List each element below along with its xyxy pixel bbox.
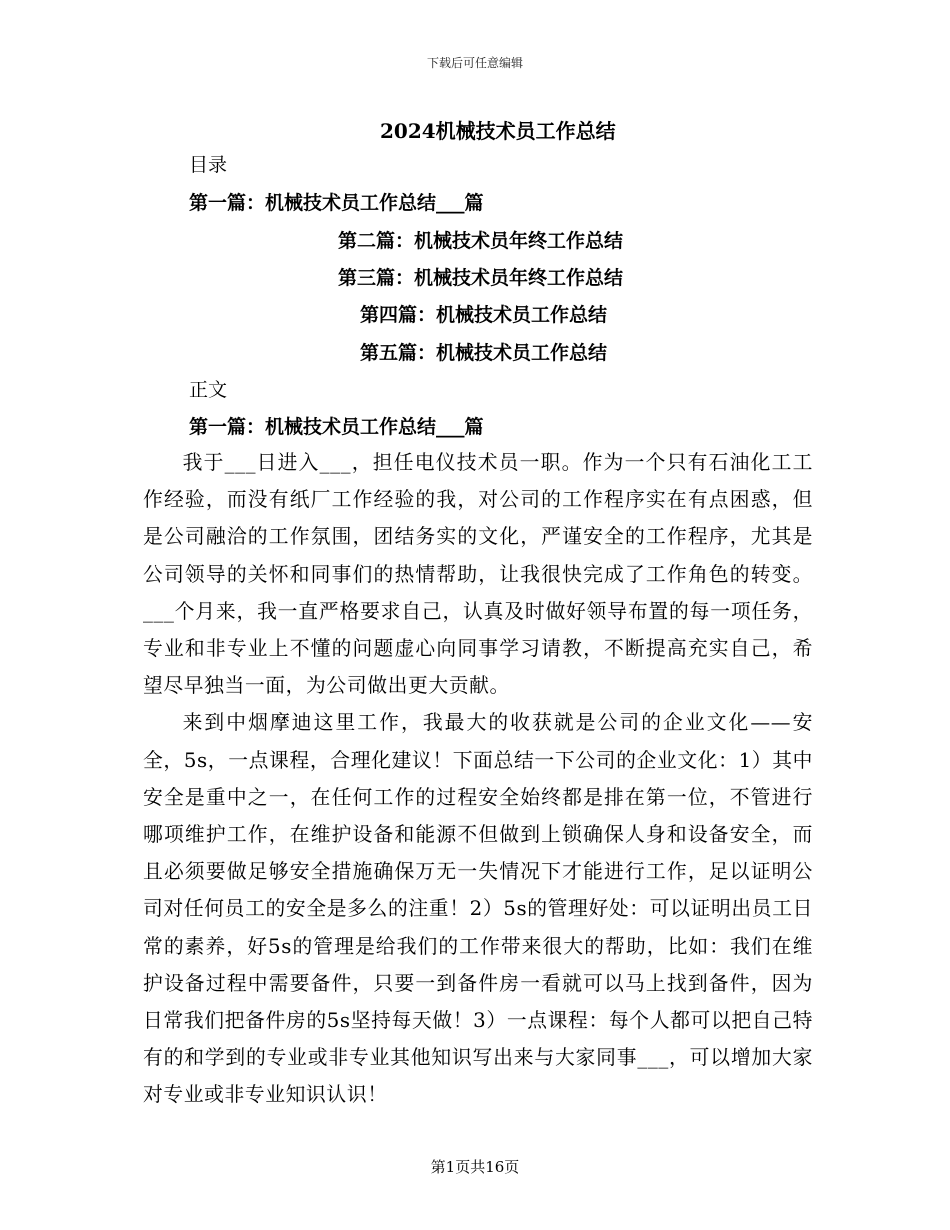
toc-item-2: 第二篇：机械技术员年终工作总结 xyxy=(338,230,624,252)
page-footer: 第1页共16页 xyxy=(430,1158,520,1176)
section-heading: 第一篇：机械技术员工作总结___篇 xyxy=(189,416,484,438)
toc-item-5: 第五篇：机械技术员工作总结 xyxy=(360,342,608,364)
body-text xyxy=(143,444,813,1114)
toc-label: 目录 xyxy=(189,154,228,176)
body-label: 正文 xyxy=(189,379,228,401)
page-header: 下载后可任意编辑 xyxy=(426,56,523,70)
paragraph-2: 来到中烟摩迪这里工作，我最大的收获就是公司的企业文化——安全，5s，一点课程，合理化建议！下面总结一下公司的企业文化：1）其中安全是重中之一，在任何工作的过程安全始终都是排在第一位，不管进行哪项维护工作，在维护设备和能源不但做到上锁确保人身和设备安全，而且必须要做足够安全措施确保万无一失情况下才能进行工作，足以证明公司对任何员工的安全是多么的注重！2）5s的管理好处：可以证明出员工日常的素养，好5s的管理是给我们的工作带来很大的帮助，比如：我们在维护设备过程中需要备件，只要一到备件房一看就可以马上找到备件，因为日常我们把备件房的5s坚持每天做！3）一点课程：每个人都可以把自己特有的和学到的专业或非专业其他知识写出来与大家同事___，可以增加大家对专业或非专业知识认识！ xyxy=(143,711,813,1107)
toc-item-3: 第三篇：机械技术员年终工作总结 xyxy=(338,267,624,289)
toc-item-1: 第一篇：机械技术员工作总结___篇 xyxy=(189,192,484,214)
toc-item-4: 第四篇：机械技术员工作总结 xyxy=(360,304,608,326)
paragraph-1: 我于___日进入___，担任电仪技术员一职。作为一个只有石油化工工作经验，而没有纸厂工作经验的我，对公司的工作程序实在有点困惑，但是公司融洽的工作氛围，团结务实的文化，严谨安全的工作程序，尤其是公司领导的关怀和同事们的热情帮助，让我很快完成了工作角色的转变。___个月来，我一直严格要求自己，认真及时做好领导布置的每一项任务，专业和非专业上不懂的问题虚心向同事学习请教，不断提高充实自己，希望尽早独当一面，为公司做出更大贡献。 xyxy=(143,451,813,698)
document-title: 2024机械技术员工作总结 xyxy=(380,119,616,143)
